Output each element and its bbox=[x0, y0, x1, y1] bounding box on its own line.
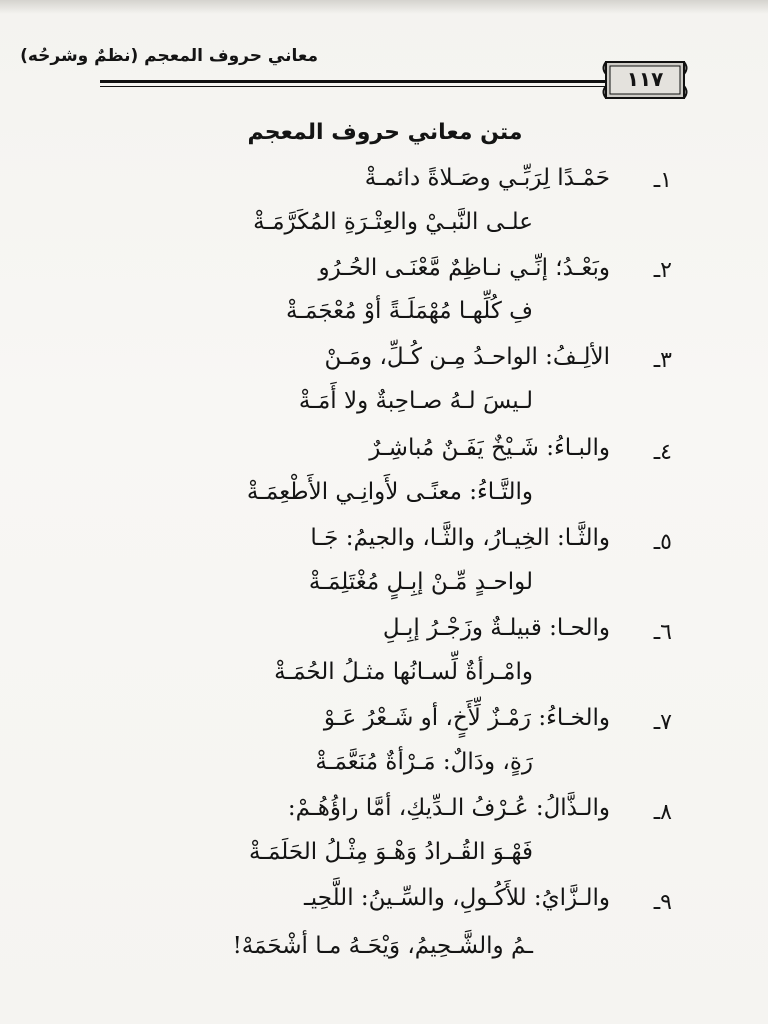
verse-number: ١ـ bbox=[653, 168, 672, 193]
verse-second-hemistich: فَهْـوَ القُـرادُ وَهْـوَ مِثْـلُ الحَلَمَـةْ bbox=[248, 839, 533, 865]
verse-first-hemistich: وبَعْـدُ؛ إنِّـي نـاظِمٌ مَّعْنَـى الحُـرُو bbox=[318, 255, 610, 281]
verse-first-hemistich: والـزَّايُ: للأَكُـولِ، والسِّـينُ: اللَّحِيـ bbox=[304, 885, 610, 911]
verse-second-hemistich: رَةٍ، ودَالٌ: مَـرْأةٌ مُنَعَّمَـةْ bbox=[315, 749, 533, 775]
verse-number: ٧ـ bbox=[653, 710, 672, 735]
verse-second-hemistich: ـمُ والشَّـحِيمُ، وَيْحَـهُ مـا أشْحَمَهْ! bbox=[232, 933, 533, 959]
verse-second-hemistich: لـيسَ لـهُ صـاحِبةٌ ولا أَمَـةْ bbox=[298, 388, 533, 414]
section-title: متن معاني حروف المعجم bbox=[247, 120, 523, 145]
verse-first-hemistich: والحـا: قبيلـةٌ وزَجْـرُ إبِـلِ bbox=[382, 615, 610, 641]
verse-first-hemistich: حَمْـدًا لِرَبِّـي وصَـلاةً دائمـةْ bbox=[364, 165, 610, 191]
verse-number: ٤ـ bbox=[653, 440, 672, 465]
verse-second-hemistich: لواحـدٍ مِّـنْ إبِـلٍ مُغْتَلِمَـةْ bbox=[308, 569, 533, 595]
verse-number: ٥ـ bbox=[653, 530, 672, 555]
verse-number: ٣ـ bbox=[653, 348, 672, 373]
verse-number: ٢ـ bbox=[653, 258, 672, 283]
verse-first-hemistich: والبـاءُ: شَـيْخٌ يَفَـنٌ مُباشِـرٌ bbox=[369, 435, 610, 461]
scan-shadow bbox=[0, 0, 768, 14]
verse-second-hemistich: فِ كُلِّهـا مُهْمَلَـةً أوْ مُعْجَمَـةْ bbox=[285, 298, 533, 324]
verse-second-hemistich: وامْـرأةٌ لِّسـانُها مثـلُ الحُمَـةْ bbox=[274, 659, 533, 685]
verse-second-hemistich: علـى النَّبـيْ والعِتْـرَةِ المُكَرَّمَـةْ bbox=[253, 209, 533, 235]
header-rule-thin bbox=[100, 86, 615, 87]
header-rule-thick bbox=[100, 80, 615, 83]
page-number: ١١٧ bbox=[626, 67, 664, 91]
running-title: معاني حروف المعجم (نظمٌ وشرحُه) bbox=[20, 46, 318, 66]
verse-first-hemistich: الألِـفُ: الواحـدُ مِـن كُـلِّ، ومَـنْ bbox=[324, 344, 610, 370]
verse-first-hemistich: والخـاءُ: رَمْـزٌ لِّأَخٍ، أو شَـعْرُ عَـوْ bbox=[323, 705, 610, 731]
verse-number: ٦ـ bbox=[653, 620, 672, 645]
verse-number: ٨ـ bbox=[653, 800, 672, 825]
verse-number: ٩ـ bbox=[653, 890, 672, 915]
verse-first-hemistich: والـذَّالُ: عُـرْفُ الـدِّيكِ، أمَّا راؤُهُـمْ: bbox=[287, 795, 610, 821]
verse-first-hemistich: والثَّـا: الخِيـارُ، والثَّـا، والجيمُ: جَـا bbox=[310, 525, 610, 551]
verse-second-hemistich: والتَّـاءُ: معنًـى لأَوانِـي الأَطْعِمَـةْ bbox=[246, 479, 533, 505]
